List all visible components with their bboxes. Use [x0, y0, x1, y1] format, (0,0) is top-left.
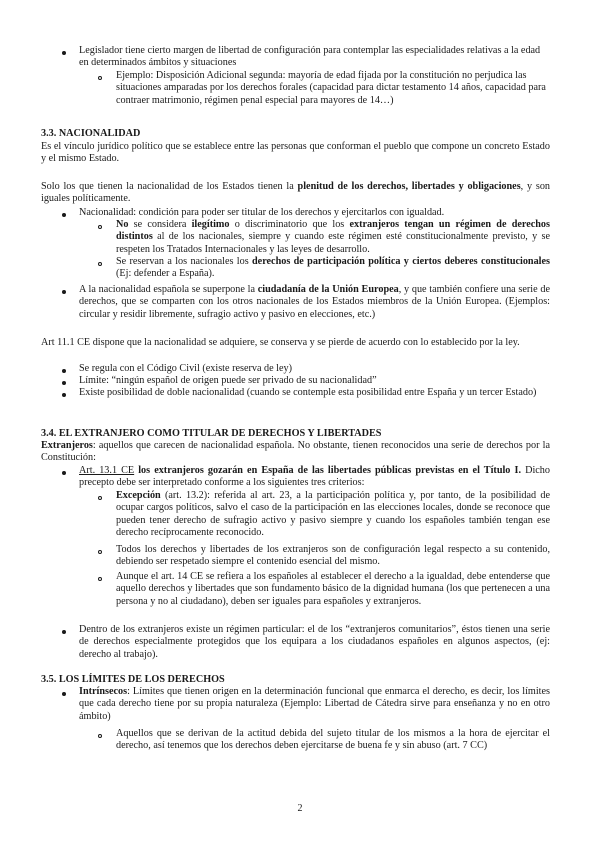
sub-bullet-icon: [98, 577, 102, 581]
bullet-art-13: Art. 13.1 CE los extranjeros gozarán en España de las libertades públicas previstas en el Título I. Dicho precepto debe ser interpretado conforme a los siguientes tres criterios:: [79, 465, 550, 489]
sub-bullet-icon: [98, 225, 102, 229]
art-11-paragraph: Art 11.1 CE dispone que la nacionalidad se adquiere, se conserva y se pierde de acuerdo con lo establecido por la ley.: [41, 337, 520, 348]
bullet-icon: [62, 393, 66, 397]
section-heading-limites: 3.5. LOS LÍMITES DE LOS DERECHOS: [41, 674, 225, 685]
nacionalidad-definition: Es el vínculo jurídico político que se establece entre las personas que conforman el pueblo que compone un concreto Estado y el mismo Estado.: [41, 141, 550, 165]
top-sub-bullet-ejemplo: Ejemplo: Disposición Adicional segunda: mayoría de edad fijada por la constitución no perjudica las situaciones amparadas por los derechos forales (capacidad para dictar testamento 14 años, capacidad para contraer matrimonio, régimen penal especial para mayores de 14…): [116, 70, 546, 106]
bullet-icon: [62, 630, 66, 634]
plenitud-paragraph: Solo los que tienen la nacionalidad de los Estados tienen la plenitud de los derechos, libertades y obligaciones, y son iguales políticamente.: [41, 181, 551, 205]
bullet-nacionalidad-condicion: Nacionalidad: condición para poder ser titular de los derechos y ejercitarlos con igualdad.: [79, 207, 445, 218]
section-heading-nacionalidad: 3.3. NACIONALIDAD: [41, 128, 141, 139]
bullet-icon: [62, 290, 66, 294]
bullet-icon: [62, 471, 66, 475]
criterio-igualdad: Aunque el art. 14 CE se refiera a los españoles al establecer el derecho a la igualdad, debe entenderse que aquello derechos y libertades que son fundamento básico de la dignidad humana (los que pertenecen a una persona y no al ciudadano), deben ser iguales para españoles y extranjeros.: [116, 571, 550, 607]
sub-bullet-reservan: Se reservan a los nacionales los derechos de participación política y ciertos deberes constitucionales (Ej: defender a España).: [116, 256, 551, 280]
extranjeros-definition: Extranjeros: aquellos que carecen de nacionalidad española. No obstante, tienen reconocidos una serie de derechos por la Constitución:: [41, 440, 550, 464]
bullet-icon: [62, 369, 66, 373]
sub-bullet-icon: [98, 262, 102, 266]
bullet-intrinsecos: Intrínsecos: Límites que tienen origen en la determinación funcional que enmarca el derecho, es decir, los límites que cada derecho tiene por su propia naturaleza (Ejemplo: Libertad de Cátedra sirve para enseñanza y no en otro ámbito): [79, 686, 550, 722]
page-number: 2: [297, 803, 303, 814]
bullet-icon: [62, 692, 66, 696]
sub-bullet-icon: [98, 496, 102, 500]
sub-bullet-no-ilegitimo: No se considera ilegítimo o discriminatorio que los extranjeros tengan un régimen de derechos distintos al de los nacionales, siempre y cuando este régimen esté constitucionalmente previsto, y se respeten los Tratados Internacionales y las leyes de desarrollo.: [116, 219, 550, 255]
bullet-icon: [62, 51, 66, 55]
bullet-ciudadania-ue: A la nacionalidad española se superpone la ciudadanía de la Unión Europea, y que también confiere una serie de derechos, que se comparten con los otros nacionales de los Estados miembros de la Unión Europea. (Ejemplos: circular y residir libremente, sufragio activo y pasivo en elecciones, etc.): [79, 284, 551, 320]
top-bullet-legislador: Legislador tiene cierto margen de libertad de configuración para contemplar las especialidades relativas a la edad en determinados ámbitos y situaciones: [79, 45, 541, 69]
bullet-icon: [62, 381, 66, 385]
bullet-limite: Límite: “ningún español de origen puede ser privado de su nacionalidad”: [79, 375, 377, 386]
bullet-icon: [62, 213, 66, 217]
criterio-configuracion-legal: Todos los derechos y libertades de los extranjeros son de configuración legal respecto a su contenido, debiendo ser respetado siempre el contenido esencial del mismo.: [116, 544, 550, 568]
sub-bullet-actitud-debida: Aquellos que se derivan de la actitud debida del sujeto titular de los mismos a la hora de ejercitar el derecho, así tenemos que los derechos deben ejercitarse de buena fe y sin abuso (art. 7 CC): [116, 728, 550, 752]
sub-bullet-icon: [98, 734, 102, 738]
criterio-excepcion: Excepción (art. 13.2): referida al art. 23, a la participación política y, por tanto, de la posibilidad de ocupar cargos políticos, salvo el caso de la participación en las elecciones locales, donde se reconoce que pueden tener derecho de sufragio activo y pasivo siempre y cuando los españoles también tengan ese derecho recíprocamente reconocido.: [116, 490, 550, 539]
sub-bullet-icon: [98, 76, 102, 80]
section-heading-extranjero: 3.4. EL EXTRANJERO COMO TITULAR DE DERECHOS Y LIBERTADES: [41, 428, 382, 439]
bullet-extranjeros-comunitarios: Dentro de los extranjeros existe un régimen particular: el de los “extranjeros comunitarios”, éstos tienen una serie de derechos especialmente protegidos que los equipara a los ciudadanos españoles en algunos aspectos, (ej: derecho al trabajo).: [79, 624, 550, 660]
bullet-codigo-civil: Se regula con el Código Civil (existe reserva de ley): [79, 363, 293, 374]
bullet-doble-nacionalidad: Existe posibilidad de doble nacionalidad (cuando se contemple esta posibilidad entre España y un tercer Estado): [79, 387, 537, 398]
sub-bullet-icon: [98, 550, 102, 554]
